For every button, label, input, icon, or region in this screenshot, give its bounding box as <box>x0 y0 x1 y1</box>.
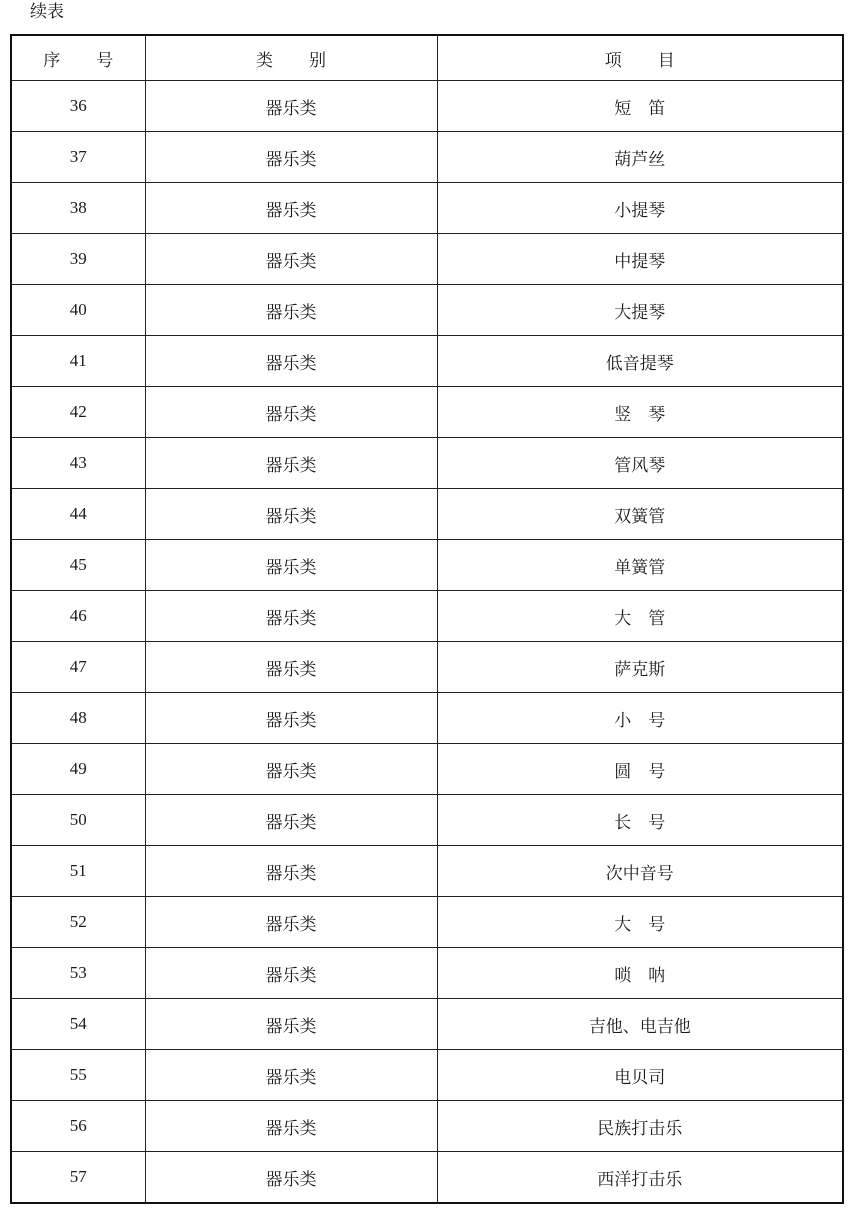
table-row <box>11 234 843 285</box>
cell-item: 短 笛 <box>437 81 843 132</box>
cell-category: 器乐类 <box>145 81 437 132</box>
cell-seq: 54 <box>11 999 145 1050</box>
cell-seq: 56 <box>11 1101 145 1152</box>
instrument-table <box>10 34 844 1204</box>
cell-seq: 47 <box>11 642 145 693</box>
cell-item: 中提琴 <box>437 234 843 285</box>
cell-item: 葫芦丝 <box>437 132 843 183</box>
cell-seq: 51 <box>11 846 145 897</box>
cell-category: 器乐类 <box>145 183 437 234</box>
cell-item: 双簧管 <box>437 489 843 540</box>
table-row <box>11 693 843 744</box>
table-row <box>11 132 843 183</box>
table-row <box>11 948 843 999</box>
table-row <box>11 591 843 642</box>
cell-seq: 48 <box>11 693 145 744</box>
cell-item: 大提琴 <box>437 285 843 336</box>
table-row <box>11 285 843 336</box>
cell-item: 电贝司 <box>437 1050 843 1101</box>
cell-item: 长 号 <box>437 795 843 846</box>
cell-category: 器乐类 <box>145 999 437 1050</box>
table-row <box>11 846 843 897</box>
cell-seq: 39 <box>11 234 145 285</box>
cell-category: 器乐类 <box>145 285 437 336</box>
cell-seq: 49 <box>11 744 145 795</box>
table-caption: 续表 <box>30 2 64 22</box>
cell-seq: 40 <box>11 285 145 336</box>
header-item: 项 目 <box>437 35 843 81</box>
cell-item: 小提琴 <box>437 183 843 234</box>
cell-item: 萨克斯 <box>437 642 843 693</box>
cell-seq: 50 <box>11 795 145 846</box>
cell-category: 器乐类 <box>145 591 437 642</box>
cell-seq: 45 <box>11 540 145 591</box>
cell-item: 次中音号 <box>437 846 843 897</box>
cell-item: 民族打击乐 <box>437 1101 843 1152</box>
cell-seq: 37 <box>11 132 145 183</box>
table-row <box>11 438 843 489</box>
table-row <box>11 489 843 540</box>
cell-category: 器乐类 <box>145 846 437 897</box>
cell-item: 西洋打击乐 <box>437 1152 843 1204</box>
cell-category: 器乐类 <box>145 132 437 183</box>
cell-category: 器乐类 <box>145 234 437 285</box>
table-row <box>11 1050 843 1101</box>
table-row <box>11 999 843 1050</box>
cell-category: 器乐类 <box>145 336 437 387</box>
table-row <box>11 183 843 234</box>
cell-category: 器乐类 <box>145 540 437 591</box>
cell-category: 器乐类 <box>145 897 437 948</box>
cell-item: 大 号 <box>437 897 843 948</box>
header-seq: 序 号 <box>11 35 145 81</box>
cell-seq: 42 <box>11 387 145 438</box>
header-category: 类 别 <box>145 35 437 81</box>
cell-item: 圆 号 <box>437 744 843 795</box>
table-row <box>11 81 843 132</box>
cell-seq: 55 <box>11 1050 145 1101</box>
cell-category: 器乐类 <box>145 489 437 540</box>
table-row <box>11 387 843 438</box>
cell-seq: 57 <box>11 1152 145 1204</box>
table-row <box>11 795 843 846</box>
cell-seq: 38 <box>11 183 145 234</box>
table-row <box>11 897 843 948</box>
cell-category: 器乐类 <box>145 795 437 846</box>
table-row <box>11 642 843 693</box>
cell-item: 管风琴 <box>437 438 843 489</box>
table-row <box>11 1152 843 1204</box>
cell-seq: 44 <box>11 489 145 540</box>
cell-seq: 36 <box>11 81 145 132</box>
table-row <box>11 1101 843 1152</box>
cell-seq: 41 <box>11 336 145 387</box>
cell-item: 小 号 <box>437 693 843 744</box>
cell-seq: 46 <box>11 591 145 642</box>
cell-seq: 52 <box>11 897 145 948</box>
cell-category: 器乐类 <box>145 387 437 438</box>
cell-category: 器乐类 <box>145 1152 437 1204</box>
cell-seq: 43 <box>11 438 145 489</box>
cell-category: 器乐类 <box>145 744 437 795</box>
cell-item: 吉他、电吉他 <box>437 999 843 1050</box>
table-header-row <box>11 35 843 81</box>
cell-seq: 53 <box>11 948 145 999</box>
cell-category: 器乐类 <box>145 1050 437 1101</box>
cell-category: 器乐类 <box>145 438 437 489</box>
cell-item: 大 管 <box>437 591 843 642</box>
cell-category: 器乐类 <box>145 1101 437 1152</box>
cell-item: 低音提琴 <box>437 336 843 387</box>
table-row <box>11 744 843 795</box>
cell-item: 竖 琴 <box>437 387 843 438</box>
table-row <box>11 540 843 591</box>
table-row <box>11 336 843 387</box>
cell-category: 器乐类 <box>145 642 437 693</box>
cell-item: 唢 呐 <box>437 948 843 999</box>
cell-item: 单簧管 <box>437 540 843 591</box>
cell-category: 器乐类 <box>145 948 437 999</box>
cell-category: 器乐类 <box>145 693 437 744</box>
